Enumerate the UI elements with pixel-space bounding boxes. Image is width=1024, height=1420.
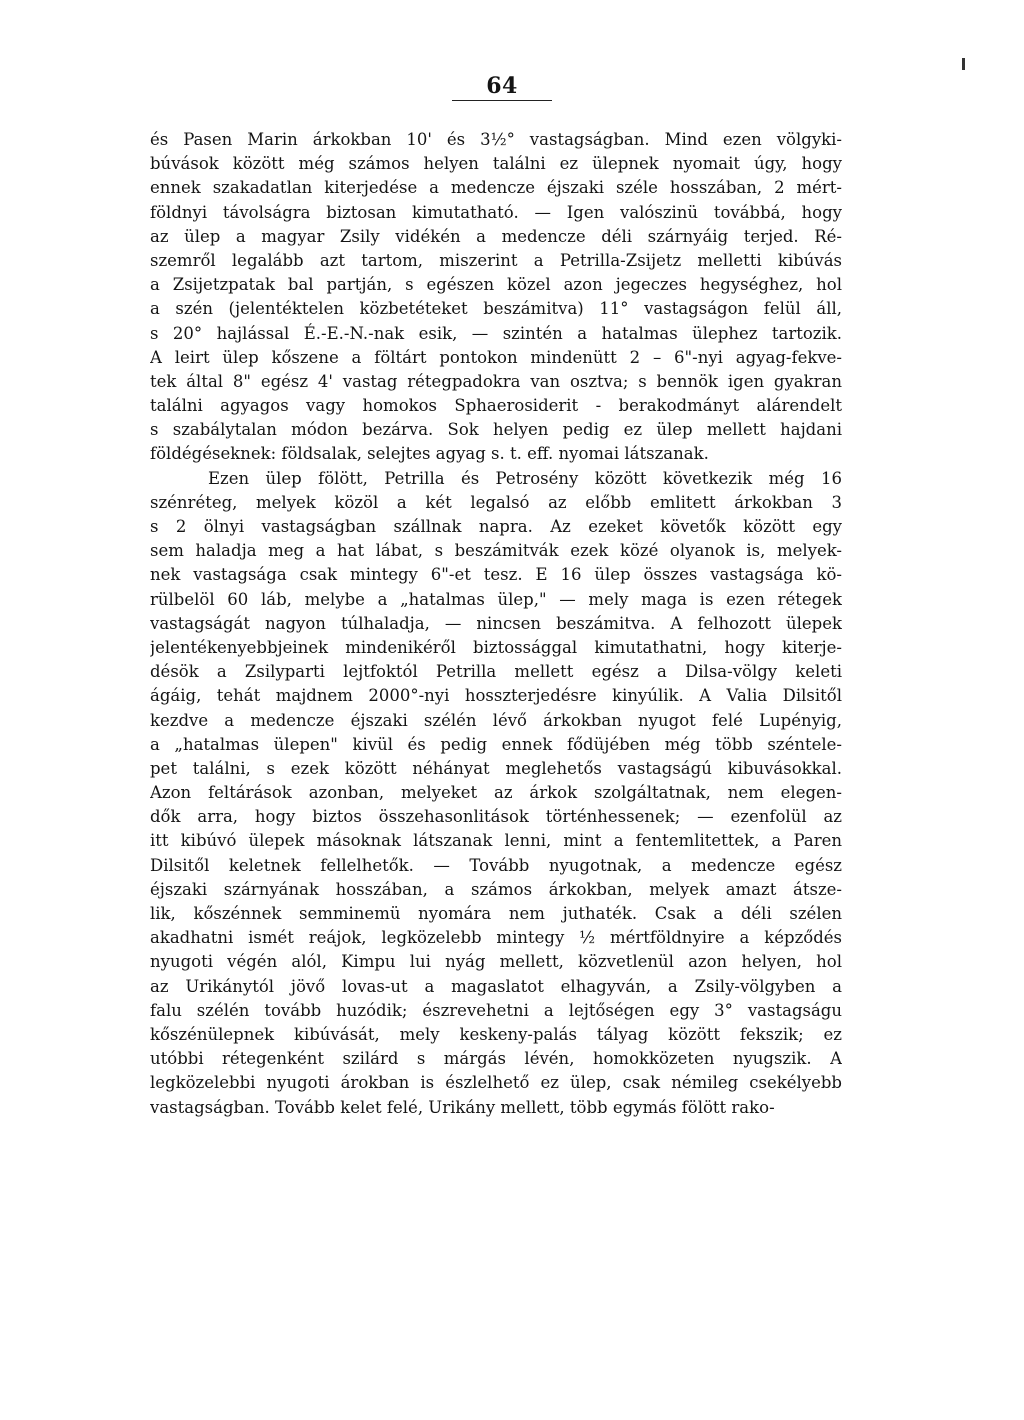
text-line: a „hatalmas ülepen" kivül és pedig ennek fődüjében még több széntele- [150, 734, 842, 754]
text-line: itt kibúvó ülepek másoknak látszanak lenni, mint a fentemlitettek, a Paren [150, 831, 842, 851]
text-line: akadhatni ismét reájok, legközelebb mintegy ½ mértföldnyire a képződés [150, 928, 842, 948]
text-line: szemről legalább azt tartom, miszerint a Petrilla-Zsijetz melletti kibúvás [150, 250, 842, 270]
text-line: az Urikánytól jövő lovas-ut a magaslatot elhagyván, a Zsily-völgyben a [150, 976, 842, 996]
text-line: kőszénülepnek kibúvását, mely keskeny-palás tályag között fekszik; ez [150, 1024, 842, 1044]
text-line: jelentékenyebbjeinek mindenikéről biztossággal kimutathatni, hogy kiterje- [150, 637, 842, 657]
text-line: legközelebbi nyugoti árokban is észlelhető ez ülep, csak némileg csekélyebb [150, 1073, 842, 1093]
text-line: Ezen ülep fölött, Petrilla és Petrosény között következik még 16 [208, 468, 842, 488]
text-line: búvások között még számos helyen találni ez ülepnek nyomait úgy, hogy [150, 154, 842, 174]
text-line: az ülep a magyar Zsily vidékén a medencze déli szárnyáig terjed. Ré- [150, 226, 842, 246]
text-line: tek által 8" egész 4' vastag rétegpadokra van osztva; s bennök igen gyakran [150, 371, 842, 391]
text-line: s szabálytalan módon bezárva. Sok helyen pedig ez ülep mellett hajdani [150, 420, 842, 440]
text-line: földnyi távolságra biztosan kimutatható. — Igen valószinü továbbá, hogy [150, 202, 842, 222]
text-line: találni agyagos vagy homokos Sphaerosiderit - berakodmányt alárendelt [150, 396, 842, 416]
text-line: szénréteg, melyek közöl a két legalsó az előbb emlitett árkokban 3 [150, 492, 842, 512]
text-line: ennek szakadatlan kiterjedése a medencze éjszaki széle hosszában, 2 mért- [150, 178, 842, 198]
text-line: rülbelöl 60 láb, melybe a „hatalmas ülep," — mely maga is ezen rétegek [150, 589, 842, 609]
body-text [150, 128, 842, 1120]
text-line: a Zsijetzpatak bal partján, s egészen közel azon jegeczes hegységhez, hol [150, 275, 842, 295]
text-line: dők arra, hogy biztos összehasonlitások történhessenek; — ezenfolül az [150, 807, 842, 827]
text-line: Azon feltárások azonban, melyeket az árkok szolgáltatnak, nem elegen- [150, 783, 842, 803]
text-line: kezdve a medencze éjszaki szélén lévő árkokban nyugot felé Lupényig, [150, 710, 842, 730]
text-line: Dilsitől keletnek fellelhetők. — Tovább nyugotnak, a medencze egész [150, 855, 842, 875]
text-line: A leirt ülep kőszene a föltárt pontokon mindenütt 2 – 6"-nyi agyag-fekve- [150, 347, 842, 367]
text-line: ágáig, tehát majdnem 2000°-nyi hosszterjedésre kinyúlik. A Valia Dilsitől [150, 686, 842, 706]
header-rule [452, 100, 552, 101]
text-line: pet találni, s ezek között néhányat meglehetős vastagságú kibuvásokkal. [150, 758, 842, 778]
text-line: sem haladja meg a hat lábat, s beszámitvák ezek közé olyanok is, melyek- [150, 541, 842, 561]
text-line: s 20° hajlással É.-E.-N.-nak esik, — szintén a hatalmas ülephez tartozik. [150, 323, 842, 343]
text-line: vastagságban. Tovább kelet felé, Urikány mellett, több egymás fölött rako- [150, 1097, 775, 1117]
text-line: falu szélén tovább huzódik; észrevehetni a lejtőségen egy 3° vastagságu [150, 1000, 842, 1020]
corner-mark [962, 58, 965, 70]
text-line: utóbbi rétegenként szilárd s márgás lévén, homokközeten nyugszik. A [150, 1049, 842, 1069]
text-line: nyugoti végén alól, Kimpu lui nyág mellett, közvetlenül azon helyen, hol [150, 952, 842, 972]
text-line: a szén (jelentéktelen közbetéteket beszámitva) 11° vastagságon felül áll, [150, 299, 842, 319]
page-number: 64 [486, 73, 518, 99]
text-line: s 2 ölnyi vastagságban szállnak napra. Az ezeket követők között egy [150, 517, 842, 536]
text-line: nek vastagsága csak mintegy 6"-et tesz. E 16 ülep összes vastagsága kö- [150, 565, 842, 585]
text-line: lik, kőszénnek semminemü nyomára nem juthaték. Csak a déli szélen [150, 904, 842, 923]
text-line: és Pasen Marin árkokban 10' és 3½° vastagságban. Mind ezen völgyki- [150, 130, 842, 149]
text-line: désök a Zsilyparti lejtfoktól Petrilla mellett egész a Dilsa-völgy keleti [150, 662, 842, 682]
text-line: földégéseknek: földsalak, selejtes agyag s. t. eff. nyomai látszanak. [150, 444, 709, 464]
text-line: éjszaki szárnyának hosszában, a számos árkokban, melyek amazt átsze- [150, 879, 842, 899]
text-line: vastagságát nagyon túlhaladja, — nincsen beszámitva. A felhozott ülepek [150, 613, 842, 633]
